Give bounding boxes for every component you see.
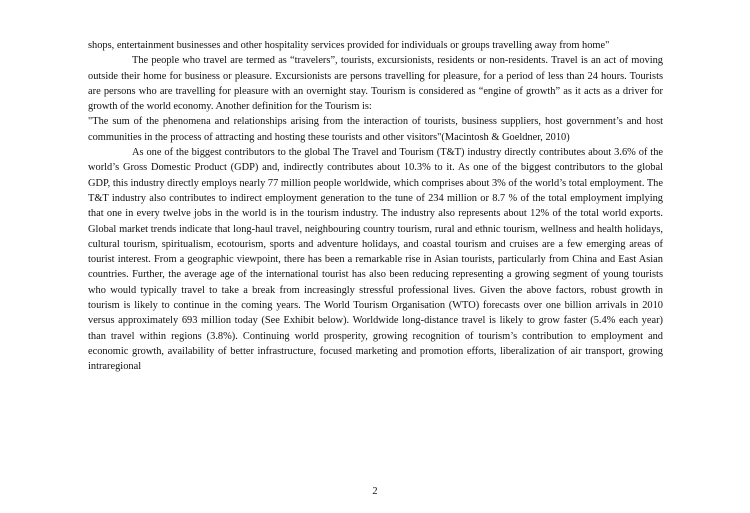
paragraph-continuation: shops, entertainment businesses and other hospitality services provided for individuals or groups travelling away from home" [88, 40, 610, 51]
paragraph-tourism-quote: "The sum of the phenomena and relationships arising from the interaction of tourists, business suppliers, host government’s and host communities in the process of attracting and hosting these tourists and other visitors"(Macintosh & Goeldner, 2010) [88, 116, 663, 143]
paragraph-industry-contribution: As one of the biggest contributors to the global The Travel and Tourism (T&T) industry directly contributes about 3.6% of the world’s Gross Domestic Product (GDP) and, indirectly contributes about 10.3% to it. As one of the biggest contributors to the global GDP, this industry directly employs nearly 77 million people worldwide, which comprises about 3% of the world’s total employment. The T&T industry also contributes to indirect employment generation to the tune of 234 million or 8.7 % of the total employment implying that one in every twelve jobs in the world is in the tourism industry. The industry also represents about 12% of the total world exports. Global market trends indicate that long-haul travel, neighbouring country tourism, rural and ethnic tourism, wellness and health holidays, cultural tourism, spiritualism, ecotourism, sports and adventure holidays, and coastal tourism and cruises are a few emerging areas of tourist interest. From a geographic viewpoint, there has been a remarkable rise in Asian tourists, particularly from China and East Asian countries. Further, the average age of the international tourist has also been reducing representing a growing segment of young tourists who would typically travel to take a break from increasingly stressful professional lives. Given the above factors, robust growth in tourism is likely to continue in the coming years. The World Tourism Organisation (WTO) forecasts over one billion arrivals in 2010 versus approximately 693 million today (See Exhibit below). Worldwide long-distance travel is likely to grow faster (5.4% each year) than travel within regions (3.8%). Continuing world prosperity, growing recognition of tourism’s contribution to employment and economic growth, availability of better infrastructure, focused marketing and promotion efforts, liberalization of air transport, growing intraregional [88, 147, 663, 373]
paragraph-travelers-definition: The people who travel are termed as “travelers”, tourists, excursionists, residents or non-residents. Travel is an act of moving outside their home for business or pleasure. Excursionists are persons travelling for pleasure, for a period of less than 24 hours. Tourists are persons who are travelling for pleasure with an overnight stay. Tourism is considered as “engine of growth” as it acts as a driver for growth of the world economy. Another definition for the Tourism is: [88, 55, 663, 113]
page-number: 2 [372, 486, 378, 497]
document-body [88, 38, 663, 375]
